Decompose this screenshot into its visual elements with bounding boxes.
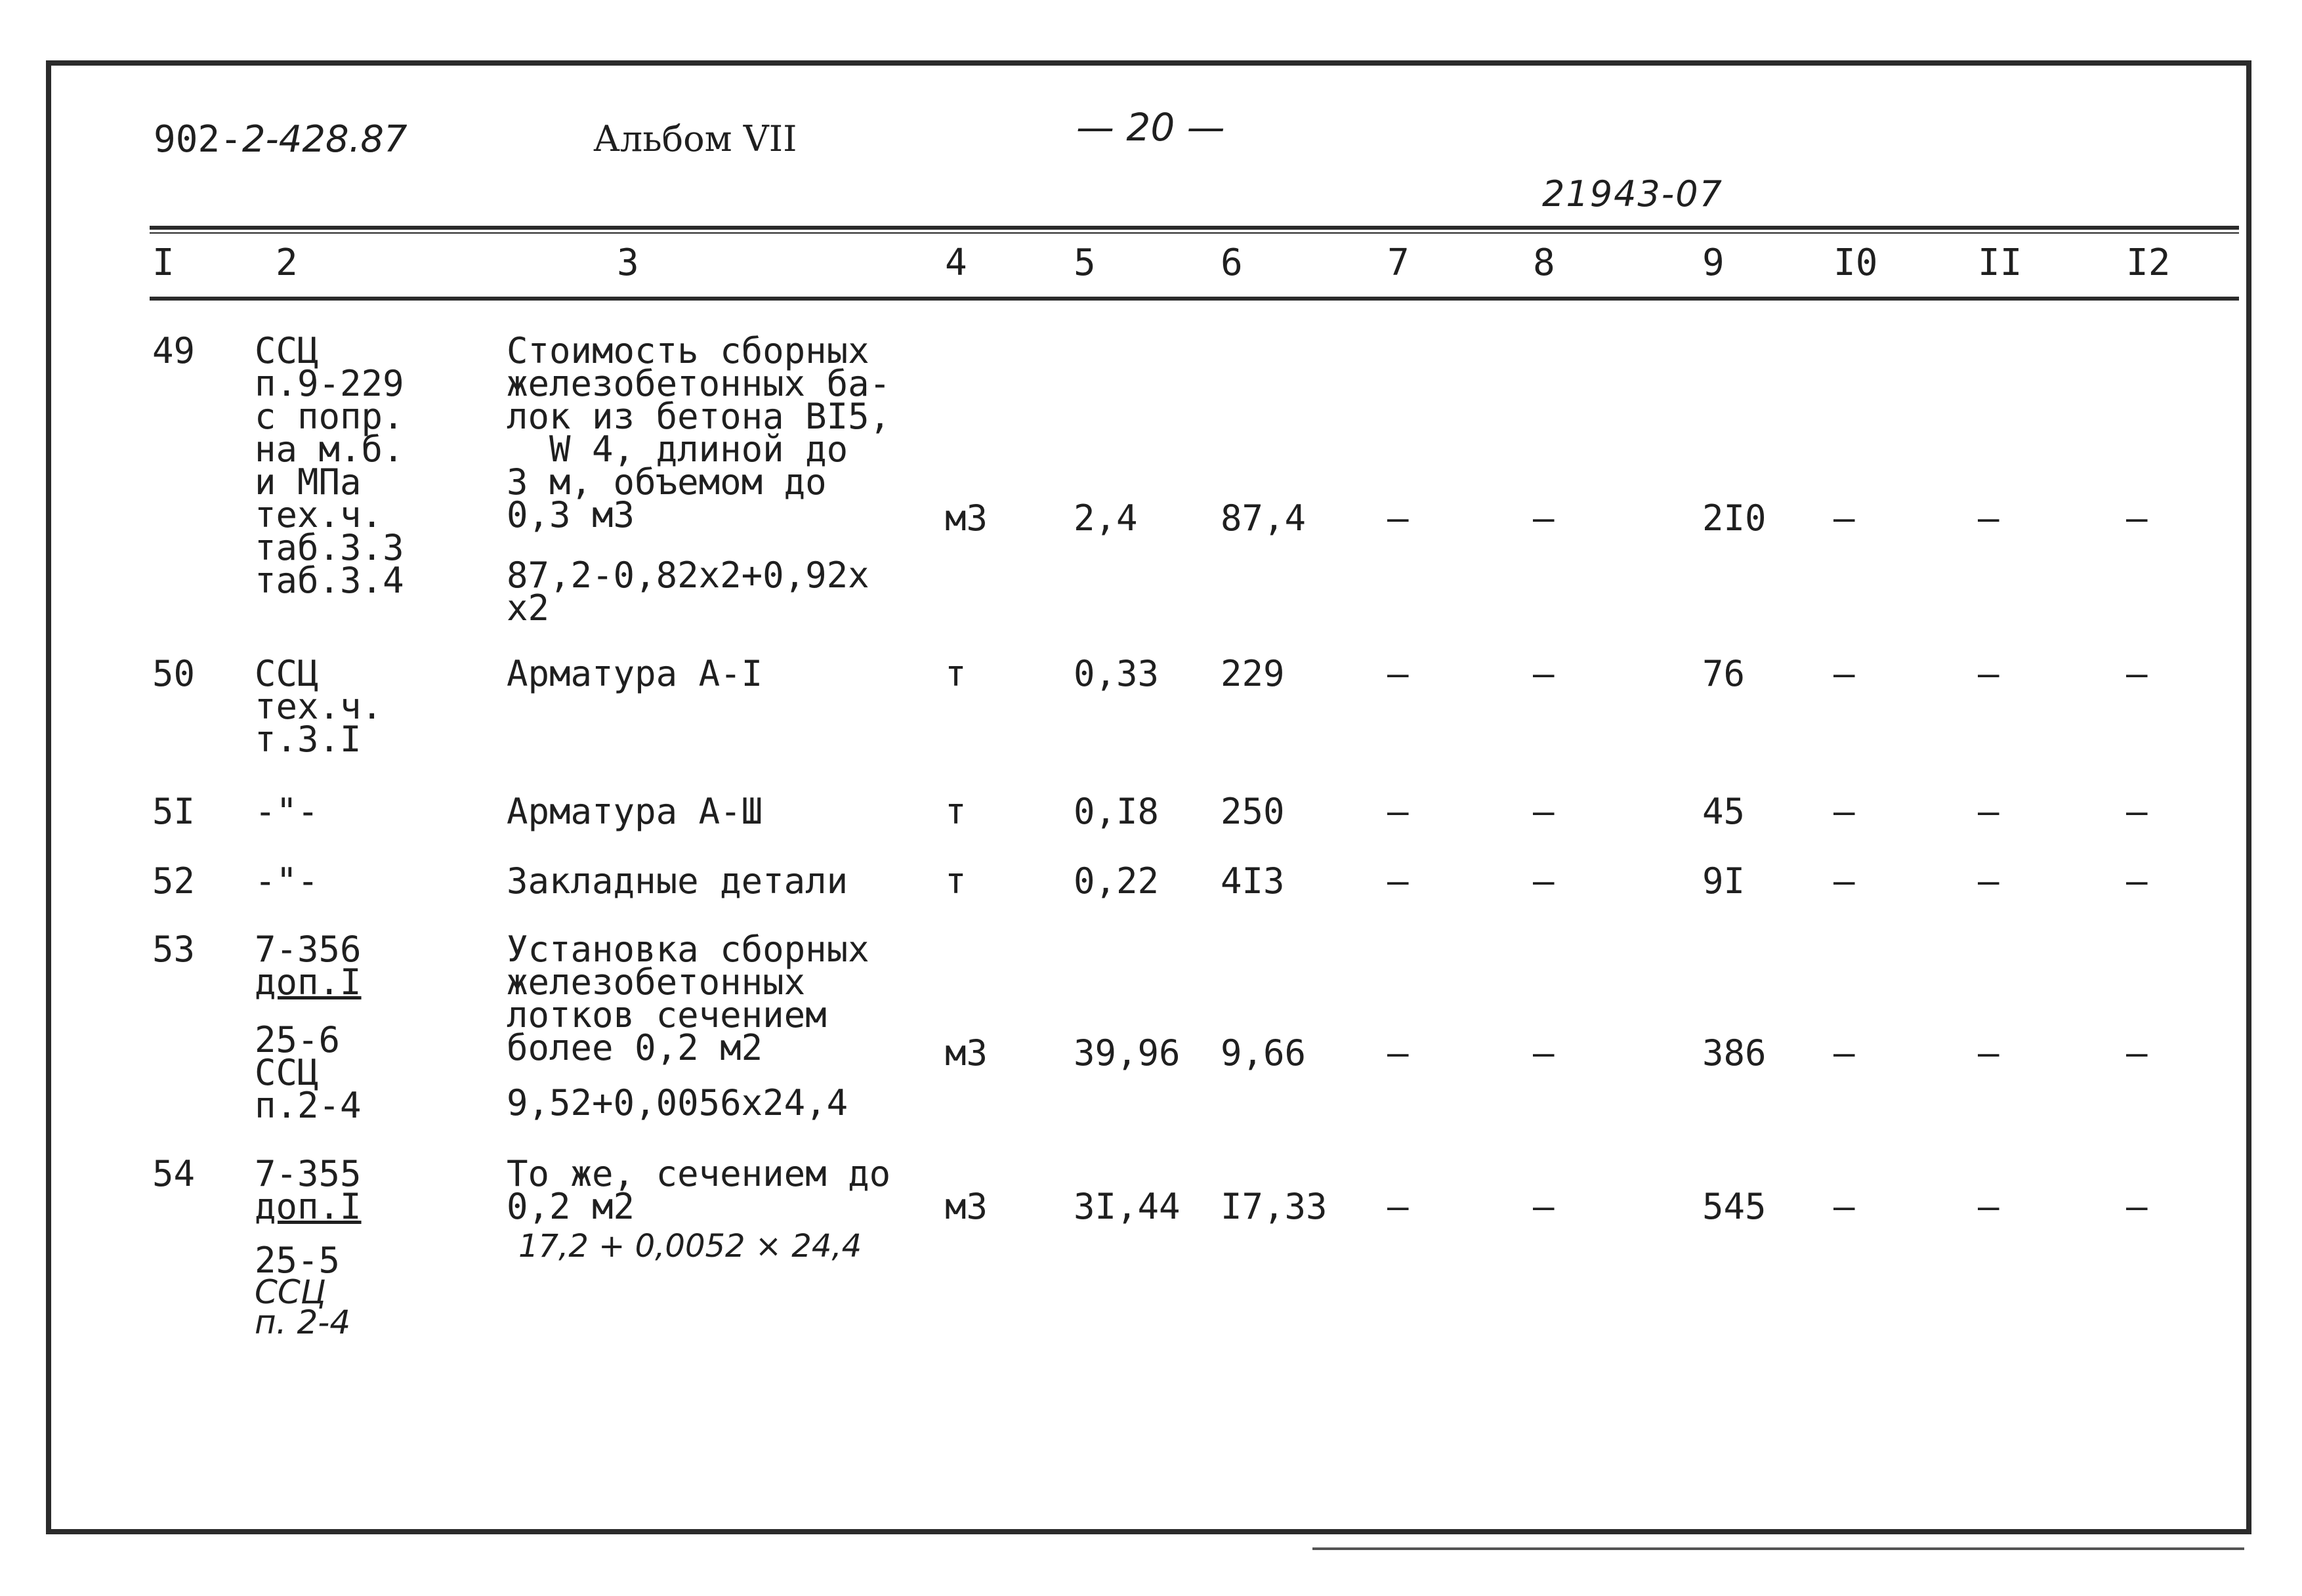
row-54-calc: 17,2 + 0,0052 × 24,4 xyxy=(518,1228,862,1265)
row-53-col7: – xyxy=(1387,1032,1409,1074)
row-52-number: 52 xyxy=(152,860,196,902)
row-51-col7: – xyxy=(1387,791,1409,832)
column-header-3: 3 xyxy=(617,242,639,284)
row-52-qty: 0,22 xyxy=(1074,860,1160,902)
row-49-col12: – xyxy=(2126,497,2148,539)
row-51-unit: т xyxy=(945,791,967,832)
row-51-name: Арматура А-Ш xyxy=(507,791,763,832)
row-50-unit: т xyxy=(945,653,967,694)
row-51-col12: – xyxy=(2126,791,2148,832)
row-50-col7: – xyxy=(1387,653,1409,694)
row-54-col10: – xyxy=(1833,1186,1855,1227)
row-53-unit: м3 xyxy=(945,1032,988,1074)
row-54-unit: м3 xyxy=(945,1186,988,1227)
row-53-source-addendum: доп.I xyxy=(255,961,362,1003)
column-header-9: 9 xyxy=(1702,242,1725,284)
row-49-col11: – xyxy=(1978,497,1999,539)
row-54-number: 54 xyxy=(152,1153,196,1194)
row-50-col10: – xyxy=(1833,653,1855,694)
row-53-number: 53 xyxy=(152,929,196,970)
album-label: Альбом VII xyxy=(593,118,797,159)
row-53-col9: 386 xyxy=(1702,1032,1767,1074)
row-53-col8: – xyxy=(1533,1032,1555,1074)
row-51-number: 5I xyxy=(152,791,196,832)
row-50-price: 229 xyxy=(1221,653,1285,694)
row-51-col9: 45 xyxy=(1702,791,1746,832)
row-54-col8: – xyxy=(1533,1186,1555,1227)
row-53-price: 9,66 xyxy=(1221,1032,1307,1074)
row-52-col10: – xyxy=(1833,860,1855,902)
bottom-rule xyxy=(1312,1547,2244,1550)
row-50-col8: – xyxy=(1533,653,1555,694)
row-52-col9: 9I xyxy=(1702,860,1746,902)
column-header-4: 4 xyxy=(945,242,967,284)
column-header-11: II xyxy=(1978,242,2022,284)
row-51-price: 250 xyxy=(1221,791,1285,832)
row-53-calc: 9,52+0,0056х24,4 xyxy=(507,1082,848,1124)
row-54-col12: – xyxy=(2126,1186,2148,1227)
row-54-source-ref: 25-5 xyxy=(255,1240,341,1281)
row-49-col8: – xyxy=(1533,497,1555,539)
row-54-source-addendum: доп.I xyxy=(255,1186,362,1227)
column-header-10: I0 xyxy=(1833,242,1878,284)
page-number: — 20 — xyxy=(1076,105,1225,150)
row-49-unit: м3 xyxy=(945,497,988,539)
column-header-5: 5 xyxy=(1074,242,1096,284)
row-52-name: Закладные детали xyxy=(507,860,848,902)
column-header-8: 8 xyxy=(1533,242,1555,284)
row-49-price: 87,4 xyxy=(1221,497,1307,539)
row-53-source-code: 7-356 xyxy=(255,929,362,970)
document-code-prefix: 902- xyxy=(154,118,242,161)
row-49-col9: 2I0 xyxy=(1702,497,1767,539)
row-49-col10: – xyxy=(1833,497,1855,539)
row-51-source: -"- xyxy=(255,791,319,832)
row-51-qty: 0,I8 xyxy=(1074,791,1160,832)
row-50-col9: 76 xyxy=(1702,653,1746,694)
row-54-col9: 545 xyxy=(1702,1186,1767,1227)
row-53-col10: – xyxy=(1833,1032,1855,1074)
row-51-col11: – xyxy=(1978,791,1999,832)
row-54-col7: – xyxy=(1387,1186,1409,1227)
header-rule xyxy=(150,226,2239,230)
row-51-col10: – xyxy=(1833,791,1855,832)
row-54-col11: – xyxy=(1978,1186,1999,1227)
row-50-name: Арматура А-I xyxy=(507,653,763,694)
row-54-name: То же, сечением до 0,2 м2 xyxy=(507,1153,891,1227)
header-rule-thin xyxy=(150,232,2239,234)
row-52-price: 4I3 xyxy=(1221,860,1285,902)
row-53-qty: 39,96 xyxy=(1074,1032,1181,1074)
row-53-source-ref: 25-6 ССЦ п.2-4 xyxy=(255,1019,362,1126)
row-53-name: Установка сборных железобетонных лотков сечением более 0,2 м2 xyxy=(507,929,869,1068)
row-51-col8: – xyxy=(1533,791,1555,832)
row-53-col11: – xyxy=(1978,1032,1999,1074)
row-52-source: -"- xyxy=(255,860,319,902)
row-49-source: ССЦ п.9-229 с попр. на м.б. и МПа тех.ч. таб.3.3 таб.3.4 xyxy=(255,330,404,601)
row-54-source-code: 7-355 xyxy=(255,1153,362,1194)
row-52-col7: – xyxy=(1387,860,1409,902)
row-50-col11: – xyxy=(1978,653,1999,694)
row-49-name: Стоимость сборных железобетонных ба- лок из бетона ВI5, W 4, длиной до 3 м, объемом до 0,3 м3 xyxy=(507,330,891,536)
row-54-source-handwritten: ССЦ п. 2-4 xyxy=(255,1273,351,1341)
column-header-2: 2 xyxy=(276,242,298,284)
row-52-col12: – xyxy=(2126,860,2148,902)
document-number: 21943-07 xyxy=(1542,173,1723,215)
column-header-6: 6 xyxy=(1221,242,1243,284)
row-50-source: ССЦ тех.ч. т.3.I xyxy=(255,653,383,760)
row-53-col12: – xyxy=(2126,1032,2148,1074)
row-52-col11: – xyxy=(1978,860,1999,902)
row-49-calc: 87,2-0,82х2+0,92х х2 xyxy=(507,555,869,629)
row-50-number: 50 xyxy=(152,653,196,694)
document-code xyxy=(154,118,408,161)
document-code-handwritten: 2-428.87 xyxy=(241,118,408,161)
row-49-col7: – xyxy=(1387,497,1409,539)
row-54-price: I7,33 xyxy=(1221,1186,1328,1227)
column-header-1: I xyxy=(152,242,175,284)
column-header-12: I2 xyxy=(2126,242,2171,284)
column-header-7: 7 xyxy=(1387,242,1410,284)
column-header-rule xyxy=(150,297,2239,301)
row-52-unit: т xyxy=(945,860,967,902)
row-50-col12: – xyxy=(2126,653,2148,694)
row-52-col8: – xyxy=(1533,860,1555,902)
row-54-qty: 3I,44 xyxy=(1074,1186,1181,1227)
row-49-qty: 2,4 xyxy=(1074,497,1138,539)
row-49-number: 49 xyxy=(152,330,196,371)
row-50-qty: 0,33 xyxy=(1074,653,1160,694)
